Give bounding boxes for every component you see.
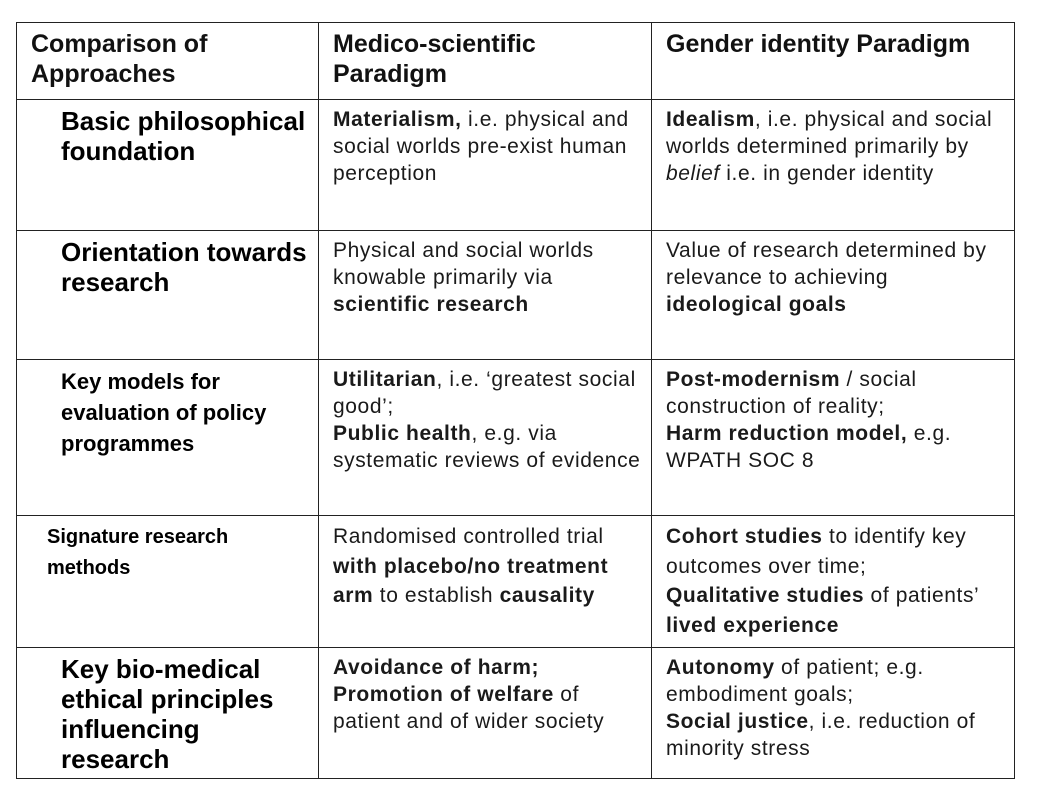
term-causality: causality	[499, 584, 595, 607]
header-medico-scientific: Medico-scientific Paradigm	[319, 23, 652, 100]
medico-philosophical-foundation	[319, 100, 652, 231]
header-row	[17, 23, 1015, 100]
medico-ethical-principles	[319, 648, 652, 779]
cell-line	[666, 708, 1004, 762]
cell-text: / social construction of reality;	[666, 368, 917, 418]
gender-evaluation-models	[652, 360, 1015, 516]
table-row	[17, 100, 1015, 231]
term-materialism: Materialism,	[333, 108, 462, 131]
term-promotion-of-welfare: Promotion of welfare	[333, 683, 554, 706]
gender-research-orientation	[652, 231, 1015, 360]
cell-text: i.e. physical and social worlds pre-exist human perception	[333, 108, 629, 185]
cell-text: i.e. in gender identity	[719, 162, 934, 185]
gender-philosophical-foundation	[652, 100, 1015, 231]
table-row	[17, 360, 1015, 516]
cell-text: , i.e. physical and social worlds determined primarily by	[666, 108, 993, 158]
cell-text: of patients’	[864, 584, 979, 607]
cell-text: Value of research determined by relevance to achieving	[666, 239, 987, 289]
cell-text: of patient and of wider society	[333, 683, 605, 733]
table-row	[17, 231, 1015, 360]
cell-text: e.g. WPATH SOC 8	[666, 422, 952, 472]
term-utilitarian: Utilitarian	[333, 368, 437, 391]
term-autonomy: Autonomy	[666, 656, 775, 679]
term-harm-reduction: Harm reduction model,	[666, 422, 908, 445]
row-label-philosophical-foundation: Basic philosophical foundation	[17, 100, 319, 231]
row-label-evaluation-models: Key models for evaluation of policy programmes	[17, 360, 319, 516]
header-gender-identity: Gender identity Paradigm	[652, 23, 1015, 100]
term-social-justice: Social justice	[666, 710, 809, 733]
row-label-ethical-principles: Key bio-medical ethical principles influencing research	[17, 648, 319, 779]
row-label-research-methods: Signature research methods	[17, 516, 319, 648]
gender-research-methods	[652, 516, 1015, 648]
term-placebo-arm: with placebo/no treatment arm	[333, 554, 609, 607]
cell-text: Randomised controlled trial	[333, 525, 604, 548]
cell-text: , i.e. ‘greatest social good’;	[333, 368, 636, 418]
term-post-modernism: Post-modernism	[666, 368, 841, 391]
term-ideological-goals: ideological goals	[666, 293, 847, 316]
term-scientific-research: scientific research	[333, 293, 529, 316]
term-avoidance-of-harm: Avoidance of harm;	[333, 656, 540, 679]
term-cohort-studies: Cohort studies	[666, 525, 823, 548]
cell-text: Physical and social worlds knowable primarily via	[333, 239, 594, 289]
cell-line	[666, 581, 1004, 640]
cell-text: of patient; e.g. embodiment goals;	[666, 656, 924, 706]
term-qualitative-studies: Qualitative studies	[666, 584, 865, 607]
table-row	[17, 516, 1015, 648]
cell-text: to identify key outcomes over time;	[666, 525, 967, 578]
cell-text: to establish	[373, 584, 500, 607]
table-row	[17, 648, 1015, 779]
cell-text: , e.g. via systematic reviews of evidence	[333, 422, 641, 472]
cell-line	[666, 420, 1004, 474]
gender-ethical-principles	[652, 648, 1015, 779]
medico-evaluation-models	[319, 360, 652, 516]
medico-research-methods	[319, 516, 652, 648]
term-lived-experience: lived experience	[666, 613, 840, 637]
comparison-table	[16, 22, 1015, 779]
term-belief: belief	[666, 162, 720, 185]
cell-line	[333, 420, 641, 474]
header-comparison: Comparison of Approaches	[17, 23, 319, 100]
cell-text: , i.e. reduction of minority stress	[666, 710, 976, 760]
row-label-research-orientation: Orientation towards research	[17, 231, 319, 360]
term-public-health: Public health	[333, 422, 472, 445]
medico-research-orientation	[319, 231, 652, 360]
term-idealism: Idealism	[666, 108, 755, 131]
